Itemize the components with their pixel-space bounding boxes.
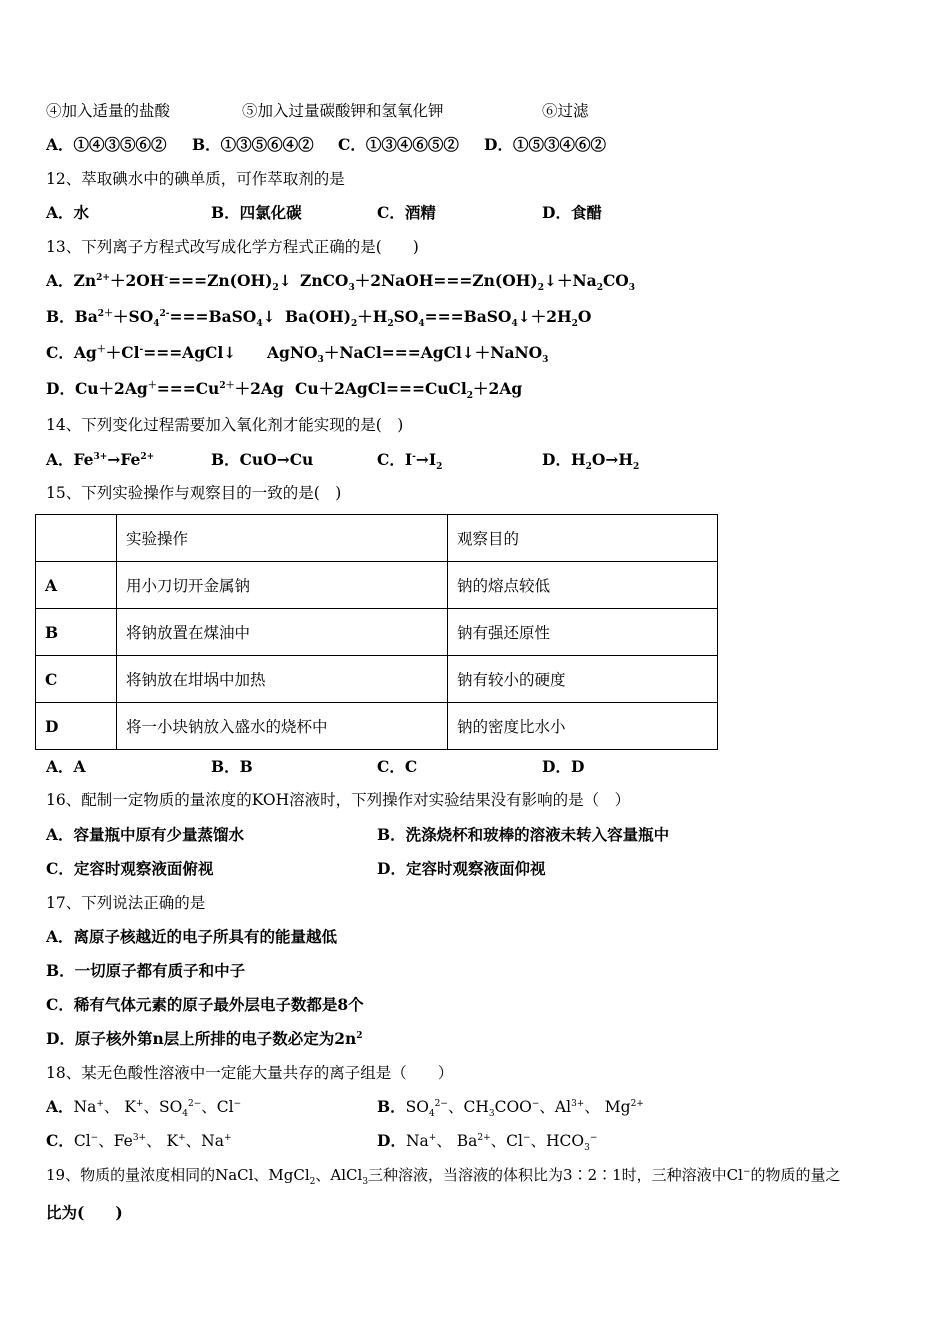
formula-sup: 3+	[571, 1098, 585, 1109]
formula-sup: 2+	[96, 272, 110, 283]
q11-step-4: ④加入适量的盐酸	[46, 102, 171, 120]
formula-sub: 2	[537, 283, 544, 294]
formula-sub: 4	[182, 1109, 189, 1120]
formula-sup: 2−	[434, 1098, 448, 1109]
formula-sup: +	[428, 1132, 437, 1143]
table-cell: 钠有强还原性	[448, 609, 718, 656]
q15-option-a: A．A	[46, 757, 86, 776]
formula-part: Cl	[73, 1132, 91, 1150]
option-label: C．	[46, 343, 74, 362]
formula-sup: 2+	[630, 1098, 644, 1109]
q16-option-b: B．洗涤烧杯和玻棒的溶液未转入容量瓶中	[377, 825, 670, 844]
q11-option-b: B．①③⑤⑥④②	[192, 135, 314, 154]
formula-sup: -	[139, 344, 144, 355]
q18-option-a	[46, 1097, 242, 1120]
q18-option-d	[377, 1131, 598, 1154]
q11-option-d: D．①⑤③④⑥②	[484, 135, 606, 154]
formula-part: ＋2NaOH===Zn(OH)	[354, 271, 538, 290]
table-cell: 钠有较小的硬度	[448, 656, 718, 703]
table-row	[36, 656, 718, 703]
formula-part: ===AgCl↓	[143, 343, 237, 362]
formula-sup: -	[412, 451, 416, 462]
formula-part: 三种溶液，当溶液的体积比为3∶2∶1时，三种溶液中Cl	[368, 1166, 743, 1184]
formula-sub: 2	[585, 462, 592, 473]
q14-option-d	[542, 450, 640, 473]
formula-sup: −	[522, 1132, 531, 1143]
q15-option-c: C．C	[377, 757, 418, 776]
q15-option-b: B．B	[211, 757, 253, 776]
q11-option-a: A．①④③⑤⑥②	[46, 135, 167, 154]
formula-sub: 2	[350, 319, 358, 330]
formula-sup: +	[96, 1098, 104, 1109]
q16-option-d: D．定容时观察液面仰视	[377, 859, 546, 878]
q14-option-c	[377, 450, 443, 473]
option-label: D．	[377, 1131, 406, 1150]
q12-stem: 12、萃取碘水中的碘单质，可作萃取剂的是	[46, 170, 345, 188]
formula-sup: −	[742, 1167, 751, 1177]
q14-option-b: B．CuO→Cu	[211, 450, 314, 469]
table-header: 实验操作	[117, 515, 448, 562]
formula-part: D．H	[542, 450, 586, 469]
formula-part: O→H	[591, 450, 633, 469]
table-cell: 将一小块钠放入盛水的烧杯中	[117, 703, 448, 750]
formula-part: 、AlCl	[315, 1166, 363, 1184]
formula-part: ===BaSO	[169, 307, 257, 326]
formula-sup: 2＋	[219, 380, 235, 391]
formula-sub: 3	[584, 1143, 590, 1154]
formula-part: Zn	[73, 271, 97, 290]
table-cell: 将钠放在坩埚中加热	[117, 656, 448, 703]
formula-part: ＋H	[357, 307, 388, 326]
formula-part: AgNO	[267, 343, 318, 362]
formula-sup: 2+	[140, 451, 155, 462]
q12-option-b: B．四氯化碳	[211, 203, 302, 222]
q15-option-d: D．D	[542, 757, 585, 776]
formula-part: C．I	[377, 450, 413, 469]
formula-part: →Fe	[107, 450, 141, 469]
q12-option-a: A．水	[46, 203, 90, 222]
formula-part: 、Cl	[490, 1132, 523, 1150]
table-header: 观察目的	[448, 515, 718, 562]
formula-part: ===Zn(OH)	[168, 271, 273, 290]
formula-sup: 2+	[477, 1132, 491, 1143]
formula-part: ===Cu	[156, 379, 220, 398]
formula-sub: 2	[309, 1177, 316, 1187]
q11-step-6: ⑥过滤	[542, 102, 589, 120]
formula-part: COO	[494, 1098, 532, 1116]
q11-option-c: C．①③④⑥⑤②	[338, 135, 459, 154]
formula-part: Cu＋2Ag	[74, 379, 148, 398]
formula-part: 、 K	[103, 1098, 136, 1116]
q17-option-c: C．稀有气体元素的原子最外层电子数都是8个	[46, 995, 364, 1014]
formula-part: Na	[405, 1132, 429, 1150]
formula-part: ↓	[278, 271, 292, 290]
formula-sup: 2＋	[97, 308, 114, 319]
table-cell: B	[36, 609, 117, 656]
formula-part: Cu＋2AgCl===CuCl	[295, 379, 467, 398]
table-cell: C	[36, 656, 117, 703]
q17-option-a: A．离原子核越近的电子所具有的能量越低	[46, 927, 338, 946]
formula-part: ===BaSO	[424, 307, 512, 326]
q11-step-5: ⑤加入过量碳酸钾和氢氧化钾	[242, 102, 444, 120]
q17-stem: 17、下列说法正确的是	[46, 894, 206, 912]
formula-part: ＋2OH	[109, 271, 165, 290]
q18-option-c	[46, 1131, 232, 1151]
option-label: D．	[46, 379, 75, 398]
formula-sub: 4	[511, 319, 518, 330]
option-label: C．	[46, 1131, 74, 1150]
formula-part: 、SO	[143, 1098, 183, 1116]
q13-stem: 13、下列离子方程式改写成化学方程式正确的是( )	[46, 238, 419, 256]
formula-sub: 3	[488, 1109, 495, 1120]
formula-sub: 2	[387, 319, 394, 330]
formula-sub: 3	[317, 355, 324, 366]
formula-part: SO	[393, 307, 419, 326]
formula-part: 、 K	[146, 1132, 179, 1150]
formula-sup: +	[178, 1132, 186, 1143]
formula-part: ＋SO	[113, 307, 154, 326]
option-label: A．	[46, 1097, 74, 1116]
table-row	[36, 609, 718, 656]
formula-part: ↓＋Na	[543, 271, 597, 290]
q16-stem: 16、配制一定物质的量浓度的KOH溶液时，下列操作对实验结果没有影响的是（ ）	[46, 791, 631, 809]
formula-sup: ＋	[96, 344, 106, 355]
formula-part: 的物质的量之	[750, 1166, 841, 1184]
q19-stem-line2: 比为( )	[46, 1203, 123, 1222]
option-label: A．	[46, 271, 74, 290]
q19-stem	[46, 1165, 841, 1185]
formula-sup: +	[135, 1098, 144, 1109]
formula-sub: 2	[466, 391, 474, 402]
formula-part: 19、物质的量浓度相同的NaCl、MgCl	[46, 1166, 310, 1184]
table-header	[36, 515, 117, 562]
formula-part: 、Al	[539, 1098, 572, 1116]
table-cell: 钠的熔点较低	[448, 562, 718, 609]
formula-sup: 3+	[132, 1132, 147, 1143]
formula-part: ↓＋2H	[517, 307, 572, 326]
formula-sup: -	[164, 272, 169, 283]
q15-table	[35, 514, 718, 750]
formula-part: ＋Cl	[105, 343, 140, 362]
formula-sub: 3	[348, 283, 355, 294]
formula-part: 、CH	[447, 1098, 489, 1116]
q16-option-a: A．容量瓶中原有少量蒸馏水	[46, 825, 245, 844]
formula-part: →I	[415, 450, 437, 469]
table-row	[36, 703, 718, 750]
table-header-row	[36, 515, 718, 562]
formula-part: A．Fe	[46, 450, 94, 469]
formula-part: 、 Ba	[436, 1132, 478, 1150]
formula-sub: 3	[362, 1177, 369, 1187]
formula-sup: −	[531, 1098, 540, 1109]
formula-part: ＋NaCl===AgCl↓＋NaNO	[323, 343, 543, 362]
formula-sub: 4	[256, 319, 263, 330]
formula-sup: 2−	[188, 1098, 202, 1109]
formula-sup: 2-	[159, 308, 170, 319]
formula-sub: 2	[596, 283, 603, 294]
formula-sub: 3	[542, 355, 549, 366]
formula-part: ZnCO	[300, 271, 349, 290]
formula-part: Ag	[73, 343, 97, 362]
formula-part: 、Fe	[98, 1132, 133, 1150]
formula-sup: 2	[356, 1030, 363, 1041]
q17-option-d	[46, 1029, 363, 1049]
option-label: B．	[377, 1097, 406, 1116]
formula-part: 、Cl	[201, 1098, 234, 1116]
table-cell: 用小刀切开金属钠	[117, 562, 448, 609]
formula-sub: 2	[571, 319, 578, 330]
formula-sub: 2	[272, 283, 279, 294]
q15-stem: 15、下列实验操作与观察目的一致的是( )	[46, 484, 342, 502]
option-label: B．	[46, 307, 75, 326]
formula-part: 、HCO	[530, 1132, 585, 1150]
q18-stem: 18、某无色酸性溶液中一定能大量共存的离子组是（ ）	[46, 1064, 454, 1082]
formula-part: D．原子核外第n层上所排的电子数必定为2n	[46, 1029, 357, 1048]
q12-option-d: D．食醋	[542, 203, 602, 222]
formula-part: O	[577, 307, 592, 326]
formula-sup: ＋	[147, 380, 157, 391]
formula-part: Na	[73, 1098, 97, 1116]
q18-option-b	[377, 1097, 644, 1120]
formula-sup: −	[233, 1098, 242, 1109]
q17-option-b: B．一切原子都有质子和中子	[46, 961, 246, 980]
formula-sub: 2	[633, 462, 640, 473]
formula-sub: 3	[628, 283, 636, 294]
table-cell: A	[36, 562, 117, 609]
table-row	[36, 562, 718, 609]
table-cell: 将钠放置在煤油中	[117, 609, 448, 656]
formula-part: ↓	[262, 307, 276, 326]
formula-part: CO	[602, 271, 629, 290]
table-cell: D	[36, 703, 117, 750]
formula-sup: −	[589, 1132, 598, 1143]
q14-stem: 14、下列变化过程需要加入氧化剂才能实现的是( )	[46, 416, 404, 434]
formula-sup: 3+	[93, 451, 108, 462]
formula-sub: 4	[428, 1109, 435, 1120]
formula-sup: −	[90, 1132, 99, 1143]
formula-sub: 4	[153, 319, 160, 330]
formula-part: SO	[405, 1098, 429, 1116]
formula-part: Ba(OH)	[285, 307, 351, 326]
table-cell: 钠的密度比水小	[448, 703, 718, 750]
q12-option-c: C．酒精	[377, 203, 436, 222]
q14-option-a	[46, 450, 154, 470]
formula-part: ＋2Ag	[473, 379, 523, 398]
formula-part: Ba	[74, 307, 98, 326]
formula-part: 、 Mg	[584, 1098, 631, 1116]
formula-part: ＋2Ag	[234, 379, 284, 398]
formula-sup: +	[223, 1132, 232, 1143]
formula-sub: 4	[418, 319, 425, 330]
q16-option-c: C．定容时观察液面俯视	[46, 859, 214, 878]
formula-sub: 2	[436, 462, 443, 473]
formula-part: 、Na	[185, 1132, 224, 1150]
